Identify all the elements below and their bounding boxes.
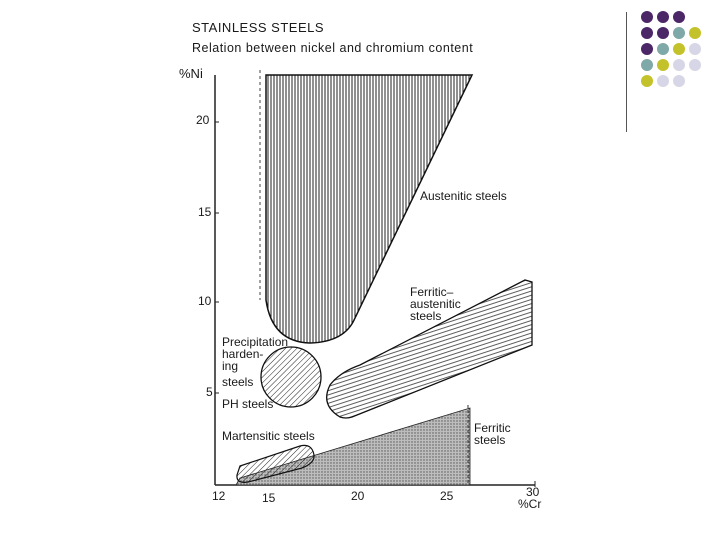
x-tick-label-15: 15 (262, 491, 276, 505)
decor-dot-purple (641, 11, 653, 23)
decor-dot-teal (641, 59, 653, 71)
decor-dot-lavender (673, 75, 685, 87)
y-axis-label: %Ni (179, 66, 203, 81)
austenitic-label: Austenitic steels (420, 189, 507, 203)
decor-dot-teal (657, 43, 669, 55)
ferritic-label-1: Ferritic (474, 421, 511, 435)
ferritic-label-2: steels (474, 433, 506, 447)
decor-dot-lavender (689, 43, 701, 55)
ferritic-austenitic-label-2: austenitic (410, 297, 461, 311)
decor-dot-purple (641, 43, 653, 55)
decor-dot-purple (657, 27, 669, 39)
decor-dot-teal (673, 27, 685, 39)
decor-dot-purple (641, 27, 653, 39)
decor-dot-olive (641, 75, 653, 87)
decor-dot-lavender (689, 59, 701, 71)
precipitation-label-3: ing (222, 359, 239, 373)
x-tick-label-20: 20 (351, 489, 365, 503)
decor-dot-purple (657, 11, 669, 23)
decor-dot-purple (673, 11, 685, 23)
y-tick-label-15: 15 (198, 205, 212, 219)
y-tick-label-10: 10 (198, 294, 212, 308)
decor-dot-lavender (657, 75, 669, 87)
precipitation-label-5: PH steels (222, 397, 274, 411)
precipitation-label-1: Precipitation (222, 335, 289, 349)
decor-dot-lavender (673, 59, 685, 71)
precipitation-label-4: steels (222, 375, 254, 389)
y-tick-label-20: 20 (196, 113, 210, 127)
ferritic-austenitic-label-1: Ferritic– (410, 285, 454, 299)
y-tick-label-5: 5 (206, 385, 213, 399)
x-tick-label-25: 25 (440, 489, 454, 503)
decor-dot-olive (689, 27, 701, 39)
diagram-subtitle: Relation between nickel and chromium content (192, 41, 474, 55)
diagram-title: STAINLESS STEELS (192, 20, 325, 35)
martensitic-label: Martensitic steels (222, 429, 315, 443)
x-axis-label: %Cr (518, 497, 542, 511)
decorative-vertical-rule (626, 12, 627, 132)
x-tick-label-12: 12 (212, 489, 226, 503)
decor-dot-olive (673, 43, 685, 55)
x-tick-label-30: 30 (526, 485, 540, 499)
ferritic-austenitic-label-3: steels (410, 309, 442, 323)
precipitation-label-2: harden- (222, 347, 264, 361)
decor-dot-olive (657, 59, 669, 71)
